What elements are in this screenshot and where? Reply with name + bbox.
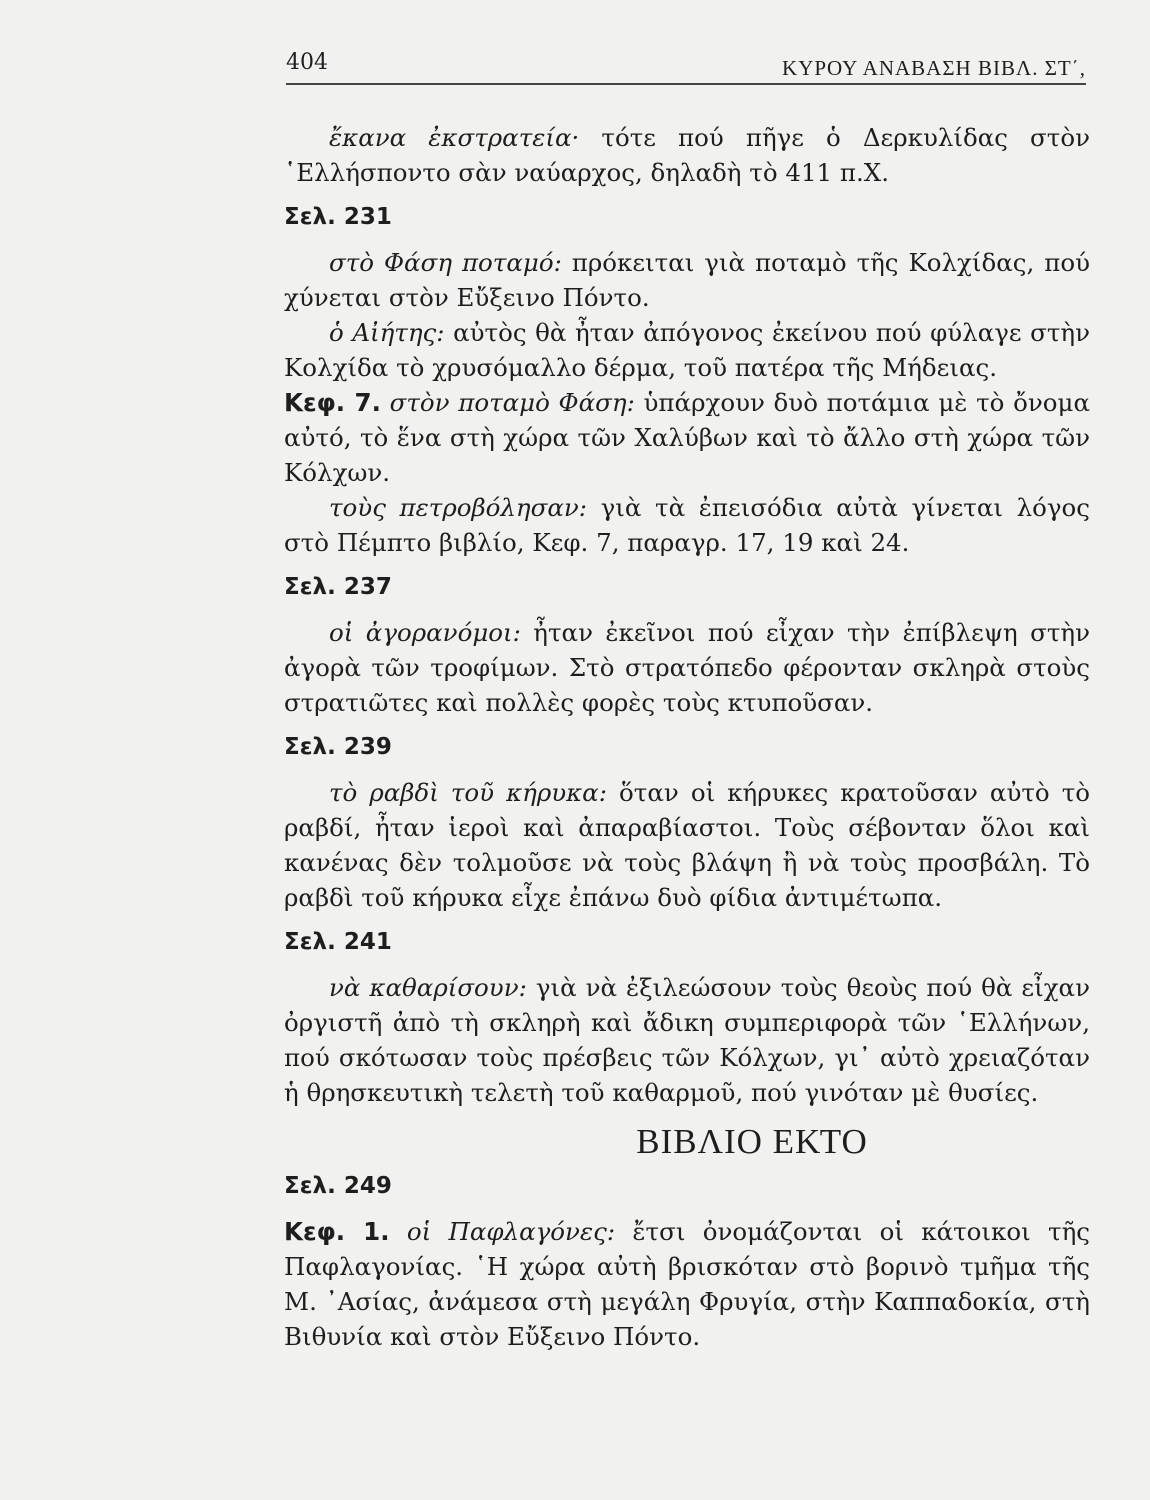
note-paragraph <box>284 490 1090 560</box>
note-text: πρόκειται γιὰ ποταμὸ τῆς Κολχίδας, πού χύνεται στὸν Εὔξεινο Πόντο. <box>284 248 1090 312</box>
commentary-text <box>284 120 1090 1354</box>
section-heading: Σελ. 241 <box>284 929 392 955</box>
note-paragraph <box>284 775 1090 915</box>
note-paragraph <box>284 970 1090 1110</box>
note-paragraph <box>284 315 1090 385</box>
section-heading: Σελ. 237 <box>284 574 392 600</box>
running-head: ΚΥΡΟΥ ΑΝΑΒΑΣΗ ΒΙΒΛ. ΣΤ΄, <box>782 56 1086 80</box>
note-text: γιὰ νὰ ἐξιλεώσουν τοὺς θεοὺς πού θὰ εἶχαν ὀργιστῆ ἀπὸ τὴ σκληρὴ καὶ ἄδικη συμπεριφορὰ τῶν ῾Ελλήνων, πού σκότωσαν τοὺς πρέσβεις τῶν Κόλχων, γι᾽ αὐτὸ χρειαζόταν ἡ θρησκευτικὴ τελετὴ τοῦ καθαρμοῦ, πού γινόταν μὲ θυσίες. <box>284 973 1090 1107</box>
page-header <box>286 44 1086 84</box>
section-heading: Σελ. 249 <box>284 1173 392 1199</box>
page-number: 404 <box>286 50 328 75</box>
note-term: οἱ ἀγορανόμοι: <box>329 618 521 647</box>
note-text: γιὰ τὰ ἐπεισόδια αὐτὰ γίνεται λόγος στὸ Πέμπτο βιβλίο, Κεφ. 7, παραγρ. 17, 19 καὶ 24. <box>284 493 1090 557</box>
section-heading: Σελ. 231 <box>284 204 392 230</box>
note-text: τότε πού πῆγε ὁ Δερκυλίδας στὸν ῾Ελλήσποντο σὰν ναύαρχος, δηλαδὴ τὸ 411 π.Χ. <box>284 123 1090 187</box>
header-rule <box>286 83 1086 85</box>
note-text: αὐτὸς θὰ ἦταν ἀπόγονος ἐκείνου πού φύλαγε στὴν Κολχίδα τὸ χρυσόμαλλο δέρμα, τοῦ πατέρα τῆς Μήδειας. <box>284 318 1090 382</box>
note-paragraph <box>284 120 1090 190</box>
note-paragraph <box>284 385 1090 490</box>
note-term: στὸν ποταμὸ Φάση: <box>389 388 635 417</box>
note-text: ἔτσι ὀνομάζονται οἱ κάτοικοι τῆς Παφλαγονίας. ῾Η χώρα αὐτὴ βρισκόταν στὸ βορινὸ τμῆμα τῆς Μ. ᾿Ασίας, ἀνάμεσα στὴ μεγάλη Φρυγία, στὴν Καππαδοκία, στὴ Βιθυνία καὶ στὸν Εὔξεινο Πόντο. <box>284 1217 1090 1351</box>
note-paragraph <box>284 245 1090 315</box>
note-term: οἱ Παφλαγόνες: <box>406 1217 616 1246</box>
chapter-ref: Κεφ. 1. <box>284 1217 390 1246</box>
book-title: ΒΙΒΛΙΟ ΕΚΤΟ <box>636 1122 868 1161</box>
note-term: ἔκανα ἐκστρατεία· <box>329 123 580 152</box>
note-text: ὑπάρχουν δυὸ ποτάμια μὲ τὸ ὄνομα αὐτό, τὸ ἕνα στὴ χώρα τῶν Χαλύβων καὶ τὸ ἄλλο στὴ χώρα τῶν Κόλχων. <box>284 388 1090 487</box>
note-paragraph <box>284 1214 1090 1354</box>
note-paragraph <box>284 615 1090 720</box>
note-text: ὅταν οἱ κήρυκες κρατοῦσαν αὐτὸ τὸ ραβδί, ἦταν ἱεροὶ καὶ ἀπαραβίαστοι. Τοὺς σέβονταν ὅλοι καὶ κανένας δὲν τολμοῦσε νὰ τοὺς βλάψη ἢ νὰ τοὺς προσβάλη. Τὸ ραβδὶ τοῦ κήρυκα εἶχε ἐπάνω δυὸ φίδια ἀντιμέτωπα. <box>284 778 1090 912</box>
note-term: τὸ ραβδὶ τοῦ κήρυκα: <box>329 778 607 807</box>
note-term: τοὺς πετροβόλησαν: <box>329 493 588 522</box>
note-term: νὰ καθαρίσουν: <box>329 973 527 1002</box>
note-term: στὸ Φάση ποταμό: <box>329 248 562 277</box>
note-text: ἦταν ἐκεῖνοι πού εἶχαν τὴν ἐπίβλεψη στὴν ἀγορὰ τῶν τροφίμων. Στὸ στρατόπεδο φέρονταν σκληρὰ στοὺς στρατιῶτες καὶ πολλὲς φορὲς τοὺς κτυποῦσαν. <box>284 618 1090 717</box>
chapter-ref: Κεφ. 7. <box>284 388 381 417</box>
note-term: ὁ Αἰήτης: <box>329 318 445 347</box>
section-heading: Σελ. 239 <box>284 734 392 760</box>
